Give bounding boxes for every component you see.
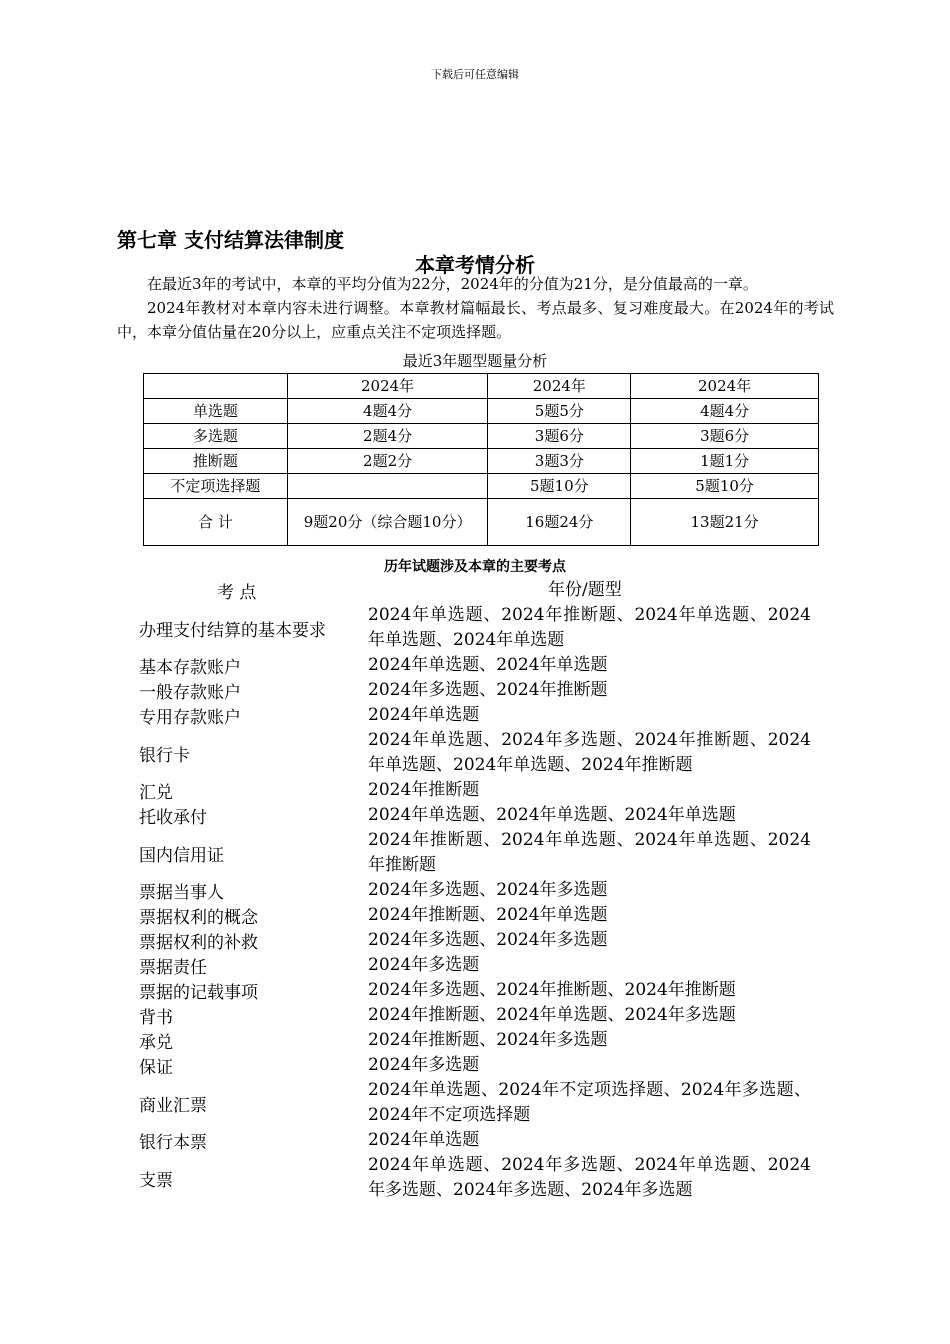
list-item bbox=[139, 1053, 811, 1078]
point-years: 2024年单选题、2024年多选题、2024年单选题、2024年多选题、2024年多选题、2024年多选题 bbox=[368, 1155, 811, 1200]
table-cell: 4题4分 bbox=[631, 399, 819, 424]
table-cell: 2题2分 bbox=[287, 449, 488, 474]
table-total-row bbox=[144, 499, 819, 546]
point-years: 2024年单选题、2024年单选题 bbox=[368, 655, 608, 675]
point-years: 2024年多选题、2024年多选题 bbox=[368, 880, 608, 900]
list-item bbox=[139, 803, 811, 828]
point-years: 2024年推断题、2024年多选题 bbox=[368, 1030, 608, 1050]
point-name: 票据责任 bbox=[139, 958, 207, 978]
table-caption: 最近3年题型题量分析 bbox=[402, 352, 548, 370]
table-cell: 3题3分 bbox=[488, 449, 631, 474]
header-cell: 2024年 bbox=[488, 374, 631, 399]
table-cell bbox=[287, 474, 488, 499]
table-cell: 13题21分 bbox=[631, 499, 819, 546]
point-name: 银行本票 bbox=[139, 1133, 207, 1153]
point-years: 2024年推断题 bbox=[368, 780, 480, 800]
point-name: 托收承付 bbox=[139, 808, 207, 828]
table-row bbox=[144, 399, 819, 424]
point-years: 2024年单选题、2024年多选题、2024年推断题、2024年单选题、2024年单选题、2024年推断题 bbox=[368, 730, 811, 775]
table-header-row bbox=[144, 374, 819, 399]
header-cell: 2024年 bbox=[287, 374, 488, 399]
point-name: 国内信用证 bbox=[139, 845, 224, 866]
table-cell: 推断题 bbox=[144, 449, 288, 474]
list-item bbox=[139, 1028, 811, 1053]
list-item bbox=[139, 1128, 811, 1153]
list-item bbox=[139, 603, 811, 653]
point-years: 2024年单选题 bbox=[368, 1130, 480, 1150]
header-cell: 2024年 bbox=[631, 374, 819, 399]
section-title: 本章考情分析 bbox=[415, 253, 535, 277]
point-years: 2024年单选题、2024年单选题、2024年单选题 bbox=[368, 805, 736, 825]
list-item bbox=[139, 1078, 811, 1128]
chapter-title: 第七章 支付结算法律制度 bbox=[117, 228, 344, 252]
list-item bbox=[139, 903, 811, 928]
point-years: 2024年多选题、2024年推断题、2024年推断题 bbox=[368, 980, 736, 1000]
table-cell: 合 计 bbox=[144, 499, 288, 546]
table-row bbox=[144, 474, 819, 499]
point-column-header: 考 点 bbox=[217, 583, 257, 603]
point-years: 2024年多选题 bbox=[368, 1055, 480, 1075]
intro-paragraphs bbox=[117, 272, 834, 344]
table-cell: 2题4分 bbox=[287, 424, 488, 449]
list-item bbox=[139, 653, 811, 678]
list-item bbox=[139, 878, 811, 903]
list-item bbox=[139, 703, 811, 728]
list-item bbox=[139, 928, 811, 953]
table-cell: 4题4分 bbox=[287, 399, 488, 424]
point-name: 保证 bbox=[139, 1058, 173, 1078]
list-item bbox=[139, 978, 811, 1003]
table-row bbox=[144, 449, 819, 474]
point-years: 2024年推断题、2024年单选题 bbox=[368, 905, 608, 925]
point-name: 汇兑 bbox=[139, 783, 173, 803]
list-item bbox=[139, 828, 811, 878]
point-years: 2024年推断题、2024年单选题、2024年单选题、2024年推断题 bbox=[368, 830, 811, 875]
point-years: 2024年多选题、2024年多选题 bbox=[368, 930, 608, 950]
point-years: 2024年推断题、2024年单选题、2024年多选题 bbox=[368, 1005, 736, 1025]
point-name: 票据权利的概念 bbox=[139, 908, 258, 928]
table-cell: 5题10分 bbox=[488, 474, 631, 499]
list-item bbox=[139, 778, 811, 803]
table-cell: 3题6分 bbox=[488, 424, 631, 449]
table-cell: 9题20分（综合题10分） bbox=[287, 499, 488, 546]
point-name: 办理支付结算的基本要求 bbox=[139, 620, 326, 641]
point-years: 2024年多选题、2024年推断题 bbox=[368, 680, 608, 700]
list-item bbox=[139, 728, 811, 778]
table-cell: 5题10分 bbox=[631, 474, 819, 499]
point-name: 银行卡 bbox=[139, 745, 190, 766]
paragraph: 2024年教材对本章内容未进行调整。本章教材篇幅最长、考点最多、复习难度最大。在2024年的考试中，本章分值估量在20分以上，应重点关注不定项选择题。 bbox=[117, 299, 834, 341]
point-name: 基本存款账户 bbox=[139, 658, 241, 678]
point-years: 2024年单选题、2024年不定项选择题、2024年多选题、2024年不定项选择题 bbox=[368, 1080, 811, 1125]
list-item bbox=[139, 678, 811, 703]
table-cell: 3题6分 bbox=[631, 424, 819, 449]
table-row bbox=[144, 424, 819, 449]
point-years: 2024年单选题 bbox=[368, 705, 480, 725]
point-years: 2024年多选题 bbox=[368, 955, 480, 975]
list-item bbox=[139, 1153, 811, 1203]
list-header-row bbox=[139, 578, 811, 603]
point-name: 承兑 bbox=[139, 1033, 173, 1053]
point-name: 票据当事人 bbox=[139, 883, 224, 903]
point-name: 一般存款账户 bbox=[139, 683, 241, 703]
years-column-header: 年份/题型 bbox=[548, 580, 622, 600]
table-cell: 5题5分 bbox=[488, 399, 631, 424]
point-name: 支票 bbox=[139, 1170, 173, 1191]
point-name: 专用存款账户 bbox=[139, 708, 241, 728]
point-name: 商业汇票 bbox=[139, 1095, 207, 1116]
paragraph: 在最近3年的考试中，本章的平均分值为22分，2024年的分值为21分，是分值最高的一章。 bbox=[147, 275, 758, 293]
list-item bbox=[139, 953, 811, 978]
table-cell: 16题24分 bbox=[488, 499, 631, 546]
table-cell: 1题1分 bbox=[631, 449, 819, 474]
point-name: 背书 bbox=[139, 1008, 173, 1028]
key-points-caption: 历年试题涉及本章的主要考点 bbox=[384, 559, 566, 575]
table-cell: 多选题 bbox=[144, 424, 288, 449]
point-name: 票据权利的补救 bbox=[139, 933, 258, 953]
point-name: 票据的记载事项 bbox=[139, 983, 258, 1003]
table-cell: 单选题 bbox=[144, 399, 288, 424]
header-cell bbox=[144, 374, 288, 399]
list-item bbox=[139, 1003, 811, 1028]
key-points-list bbox=[139, 578, 811, 1203]
header-note: 下载后可任意编辑 bbox=[431, 68, 519, 81]
table-cell: 不定项选择题 bbox=[144, 474, 288, 499]
point-years: 2024年单选题、2024年推断题、2024年单选题、2024年单选题、2024年单选题 bbox=[368, 605, 811, 650]
question-stats-table bbox=[143, 373, 819, 546]
